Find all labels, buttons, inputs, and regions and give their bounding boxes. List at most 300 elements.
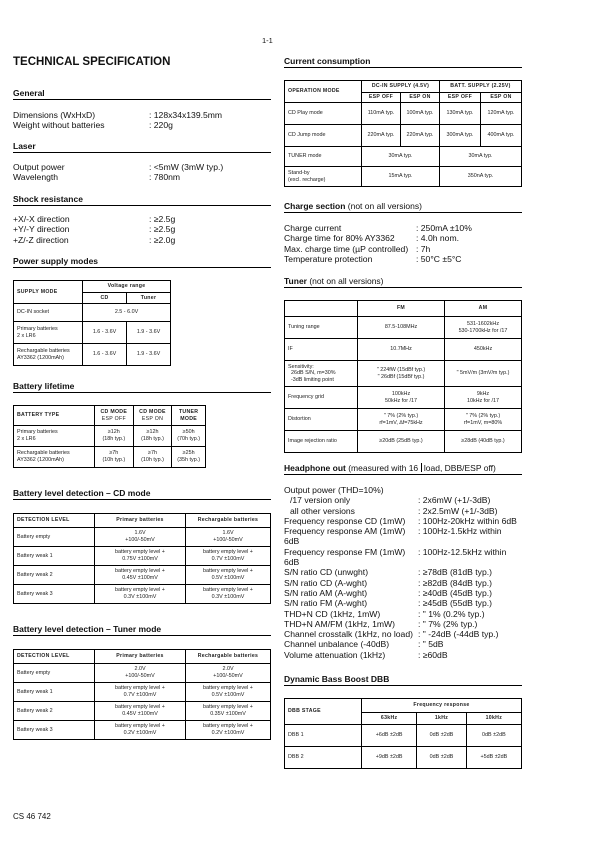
spec-value: : ≥40dB (45dB typ.) bbox=[418, 587, 492, 598]
col-header: FM bbox=[358, 301, 445, 317]
section-heading-lifetime: Battery lifetime bbox=[13, 381, 271, 393]
spec-row bbox=[284, 547, 584, 557]
row-label: Tuning range bbox=[285, 317, 358, 339]
cell-line: 0.2V ±100mV bbox=[123, 730, 157, 736]
table-cell: 30mA typ. bbox=[440, 147, 522, 167]
col-header: Rechargable batteries bbox=[186, 514, 271, 528]
col-header: BATT. SUPPLY (2.25V) bbox=[440, 81, 522, 93]
spec-key: Channel unbalance (-40dB) bbox=[284, 639, 390, 650]
spec-key: S/N ratio CD (unwght) bbox=[284, 567, 369, 578]
cell-line: ≥7h bbox=[109, 450, 119, 457]
table-cell: 0dB ±2dB bbox=[417, 725, 466, 747]
cell-line: rf=1mV, ∆f=75kHz bbox=[379, 419, 423, 426]
cd-level-table bbox=[13, 513, 271, 604]
spec-row bbox=[284, 629, 584, 639]
col-header: DBB STAGE bbox=[285, 699, 362, 725]
col-header: SUPPLY MODE bbox=[14, 281, 83, 304]
spec-key: THD+N AM/FM (1kHz, 1mW) bbox=[284, 618, 396, 629]
header-line: CD MODE bbox=[139, 408, 166, 415]
cell-line: battery empty level + bbox=[115, 723, 165, 730]
col-header: Voltage range bbox=[83, 281, 171, 293]
spec-value: : <5mW (3mW typ.) bbox=[149, 162, 224, 172]
col-header: Rechargable batteries bbox=[186, 650, 271, 664]
table-cell bbox=[95, 702, 186, 721]
row-label-line: (excl. recharge) bbox=[288, 176, 326, 183]
spec-row bbox=[284, 639, 584, 649]
table-cell bbox=[95, 721, 186, 740]
row-label: Distortion bbox=[285, 409, 358, 431]
spec-value: : 2x6mW (+1/-3dB) bbox=[418, 495, 491, 506]
cell-line: 2.0V bbox=[222, 666, 234, 673]
section-heading-current: Current consumption bbox=[284, 56, 522, 68]
col-header: OPERATION MODE bbox=[285, 81, 362, 103]
col-header: DETECTION LEVEL bbox=[14, 650, 95, 664]
cell-line: 0.5V ±100mV bbox=[211, 692, 245, 698]
table-cell bbox=[445, 409, 522, 431]
cell-line: 1.6V bbox=[222, 530, 234, 537]
header-line: ESP OFF bbox=[101, 415, 126, 422]
table-cell bbox=[95, 547, 186, 566]
table-cell: 100mA typ. bbox=[401, 103, 440, 125]
section-heading-laser: Laser bbox=[13, 141, 271, 153]
cell-line: battery empty level + bbox=[203, 587, 253, 594]
spec-value: : " -24dB (-44dB typ.) bbox=[418, 629, 499, 640]
col-header bbox=[95, 406, 134, 426]
cell-line: (18h typ.) bbox=[141, 436, 164, 442]
row-label: Battery weak 1 bbox=[14, 683, 95, 702]
row-label bbox=[285, 361, 358, 387]
spec-row bbox=[13, 110, 271, 120]
document-code: CS 46 742 bbox=[13, 812, 51, 821]
cell-line: 0.75V ±100mV bbox=[122, 556, 158, 562]
row-label bbox=[14, 322, 83, 344]
table-cell: +5dB ±2dB bbox=[466, 747, 521, 769]
cell-line: 0.7V ±100mV bbox=[211, 556, 245, 562]
spec-key: /17 version only bbox=[290, 495, 351, 506]
table-cell bbox=[186, 721, 271, 740]
table-cell bbox=[95, 683, 186, 702]
row-label bbox=[14, 447, 95, 468]
charge-spec-list bbox=[284, 223, 564, 264]
row-label: Battery empty bbox=[14, 664, 95, 683]
section-heading-cd-level: Battery level detection – CD mode bbox=[13, 488, 271, 500]
spec-row bbox=[284, 485, 584, 495]
table-cell: 220mA typ. bbox=[401, 125, 440, 147]
table-cell: 120mA typ. bbox=[480, 103, 521, 125]
cell-line: " 224fW (15dBf typ.) bbox=[376, 366, 426, 373]
spec-row bbox=[284, 495, 584, 505]
spec-key: +Y/-Y direction bbox=[13, 224, 70, 235]
col-header: Primary batteries bbox=[95, 650, 186, 664]
table-cell bbox=[358, 361, 445, 387]
spec-row bbox=[284, 233, 564, 243]
table-cell: ≥28dB (40dB typ.) bbox=[445, 431, 522, 453]
cell-line: battery empty level + bbox=[115, 685, 165, 692]
spec-key: Charge current bbox=[284, 223, 342, 233]
col-header bbox=[172, 406, 206, 426]
table-cell bbox=[186, 547, 271, 566]
spec-key: Max. charge time (µP controlled) bbox=[284, 243, 409, 254]
row-label: Frequency grid bbox=[285, 387, 358, 409]
spec-row bbox=[284, 598, 584, 608]
cell-line: rf=1mV, m=80% bbox=[463, 419, 503, 426]
row-label bbox=[285, 167, 362, 187]
spec-value: : 128x34x139.5mm bbox=[149, 110, 223, 120]
col-header bbox=[133, 406, 172, 426]
table-cell: 30mA typ. bbox=[362, 147, 440, 167]
cell-line: battery empty level + bbox=[203, 723, 253, 730]
row-label: Battery weak 3 bbox=[14, 721, 95, 740]
spec-key: Volume attenuation (1kHz) bbox=[284, 649, 386, 660]
col-header: 1kHz bbox=[417, 713, 466, 725]
table-cell: 1.6 - 3.6V bbox=[83, 344, 127, 366]
cell-line: (35h typ.) bbox=[177, 457, 201, 463]
row-label: DBB 2 bbox=[285, 747, 362, 769]
table-cell bbox=[95, 426, 134, 447]
table-cell: 0dB ±2dB bbox=[417, 747, 466, 769]
cell-line: 0.45V ±100mV bbox=[122, 575, 158, 581]
cell-line: battery empty level + bbox=[115, 704, 165, 711]
table-cell bbox=[95, 447, 134, 468]
spec-value: : " 7% (2% typ.) bbox=[418, 618, 478, 629]
table-cell bbox=[95, 585, 186, 604]
cell-line: 0.45V ±100mV bbox=[122, 711, 158, 717]
spec-value: : 7h bbox=[416, 243, 431, 254]
table-cell: 300mA typ. bbox=[440, 125, 481, 147]
cell-line: 9kHz bbox=[476, 390, 490, 397]
spec-row bbox=[284, 650, 584, 660]
row-label-line: Primary batteries bbox=[17, 325, 58, 332]
cell-line: battery empty level + bbox=[203, 685, 253, 692]
cell-line: battery empty level + bbox=[203, 568, 253, 575]
table-cell: 15mA typ. bbox=[362, 167, 440, 187]
spec-key: Wavelength bbox=[13, 172, 59, 183]
col-header: ESP ON bbox=[480, 93, 521, 103]
heading-text: Tuner bbox=[284, 276, 307, 286]
row-label: Image rejection ratio bbox=[285, 431, 358, 453]
row-label bbox=[14, 426, 95, 447]
col-header: Tuner bbox=[127, 293, 171, 304]
table-cell bbox=[172, 426, 206, 447]
cell-line: battery empty level + bbox=[115, 587, 165, 594]
table-cell bbox=[186, 683, 271, 702]
cell-line: 0.3V ±100mV bbox=[211, 594, 245, 600]
row-label-line: Rechargable batteries bbox=[17, 450, 70, 457]
col-header: DETECTION LEVEL bbox=[14, 514, 95, 528]
row-label-line: -3dB limiting point bbox=[291, 376, 334, 383]
table-cell: 1.9 - 3.6V bbox=[127, 322, 171, 344]
spec-value: : 220g bbox=[149, 120, 173, 131]
spec-row bbox=[13, 224, 271, 234]
spec-row bbox=[284, 567, 584, 577]
table-cell bbox=[95, 664, 186, 683]
cell-line: 0.35V ±100mV bbox=[210, 711, 246, 717]
row-label: Battery weak 2 bbox=[14, 702, 95, 721]
row-label-line: AY3362 (1200mAh) bbox=[17, 354, 64, 361]
cell-line: ≥12h bbox=[146, 429, 159, 436]
cell-line: battery empty level + bbox=[115, 549, 165, 556]
heading-note: (measured with 16 bbox=[345, 463, 421, 473]
col-header: CD bbox=[83, 293, 127, 304]
section-heading-general: General bbox=[13, 88, 271, 100]
row-label: Battery weak 1 bbox=[14, 547, 95, 566]
spec-key: THD+N CD (1kHz, 1mW) bbox=[284, 608, 381, 619]
cell-line: " 7% (2% typ.) bbox=[465, 412, 501, 419]
spec-row bbox=[284, 578, 584, 588]
spec-row-continuation bbox=[284, 536, 584, 546]
spec-row bbox=[13, 120, 271, 130]
section-heading-charge bbox=[284, 201, 522, 213]
spec-row bbox=[284, 506, 584, 516]
cell-line: battery empty level + bbox=[203, 549, 253, 556]
table-cell bbox=[133, 426, 172, 447]
table-cell: 220mA typ. bbox=[362, 125, 401, 147]
table-cell: 110mA typ. bbox=[362, 103, 401, 125]
col-header: Frequency response bbox=[362, 699, 522, 713]
spec-key: Channel crosstalk (1kHz, no load) bbox=[284, 629, 413, 640]
tuner-level-table bbox=[13, 649, 271, 740]
spec-value: : ≥82dB (84dB typ.) bbox=[418, 577, 492, 588]
col-header: ESP OFF bbox=[440, 93, 481, 103]
table-cell: " 5mV/m (3mV/m typ.) bbox=[445, 361, 522, 387]
tuner-table bbox=[284, 300, 522, 453]
headphone-spec-list bbox=[284, 485, 584, 660]
cell-line: " 7% (2% typ.) bbox=[383, 412, 419, 419]
spec-key: Frequency response FM (1mW) bbox=[284, 546, 406, 557]
spec-value: : 4.0h nom. bbox=[416, 233, 459, 244]
spec-value: : 50°C ±5°C bbox=[416, 253, 462, 264]
spec-key: +Z/-Z direction bbox=[13, 234, 69, 245]
cell-line: (18h typ.) bbox=[102, 436, 126, 442]
spec-value: : ≥2.5g bbox=[149, 214, 176, 224]
spec-row bbox=[284, 223, 564, 233]
table-cell bbox=[186, 664, 271, 683]
row-label-line: Sensitivity: bbox=[288, 363, 314, 370]
spec-row bbox=[284, 516, 584, 526]
row-label-line: 26dB S/N, m=30% bbox=[291, 370, 336, 377]
general-spec-list bbox=[13, 110, 271, 131]
spec-value: : 780nm bbox=[149, 172, 181, 183]
row-label: Battery empty bbox=[14, 528, 95, 547]
battery-lifetime-table bbox=[13, 405, 206, 468]
spec-value: : ≥45dB (55dB typ.) bbox=[418, 598, 492, 609]
cell-line: 531-1602kHz bbox=[466, 320, 500, 327]
cell-line: 0.5V ±100mV bbox=[211, 575, 245, 581]
table-cell bbox=[95, 528, 186, 547]
spec-key: Weight without batteries bbox=[13, 120, 105, 131]
cell-line: 1.6V bbox=[134, 530, 146, 537]
section-heading-headphone bbox=[284, 463, 522, 475]
cell-line: 2.0V bbox=[134, 666, 146, 673]
spec-key: all other versions bbox=[290, 505, 355, 516]
spec-value: : ≥60dB bbox=[418, 649, 448, 660]
section-heading-dbb: Dynamic Bass Boost DBB bbox=[284, 674, 522, 686]
col-header: AM bbox=[445, 301, 522, 317]
row-label-line: Rechargable batteries bbox=[17, 347, 70, 354]
spec-value-continuation: 6dB bbox=[284, 536, 300, 547]
spec-key: Output power (THD=10%) bbox=[284, 485, 384, 495]
cell-line: (10h typ.) bbox=[141, 457, 164, 463]
table-cell bbox=[133, 447, 172, 468]
row-label: Battery weak 2 bbox=[14, 566, 95, 585]
col-header: DC-IN SUPPLY (4.5V) bbox=[362, 81, 440, 93]
laser-spec-list bbox=[13, 162, 271, 183]
spec-value: : 100Hz-20kHz within 6dB bbox=[418, 515, 517, 526]
section-heading-power-supply: Power supply modes bbox=[13, 256, 271, 268]
table-cell: 400mA typ. bbox=[480, 125, 521, 147]
table-cell bbox=[172, 447, 206, 468]
spec-row bbox=[284, 619, 584, 629]
spec-key: Frequency response CD (1mW) bbox=[284, 515, 406, 526]
header-line: TUNER bbox=[178, 408, 199, 415]
row-label-line: 2 x LR6 bbox=[17, 332, 36, 339]
spec-key: Frequency response AM (1mW) bbox=[284, 526, 406, 537]
table-cell bbox=[186, 585, 271, 604]
spec-row bbox=[284, 526, 584, 536]
table-cell bbox=[95, 566, 186, 585]
table-cell: 450kHz bbox=[445, 339, 522, 361]
row-label-line: 2 x LR6 bbox=[17, 436, 36, 442]
cell-line: ≥50h bbox=[182, 429, 195, 436]
spec-row bbox=[13, 214, 271, 224]
spec-row bbox=[13, 162, 271, 172]
table-cell: +6dB ±2dB bbox=[362, 725, 417, 747]
table-cell: 350nA typ. bbox=[440, 167, 522, 187]
table-cell: ≥20dB (25dB typ.) bbox=[358, 431, 445, 453]
current-consumption-table bbox=[284, 80, 522, 187]
cell-line: 50kHz for /17 bbox=[384, 397, 418, 404]
row-label: CD Play mode bbox=[285, 103, 362, 125]
row-label: DC-IN socket bbox=[14, 304, 83, 322]
cell-line: 0.3V ±100mV bbox=[123, 594, 157, 600]
header-line: ESP ON bbox=[141, 415, 164, 422]
table-cell bbox=[445, 387, 522, 409]
cell-line: +100/-50mV bbox=[125, 673, 155, 679]
spec-key: Dimensions (WxHxD) bbox=[13, 110, 96, 120]
page-number: 1-1 bbox=[262, 36, 273, 45]
table-cell: 0dB ±2dB bbox=[466, 725, 521, 747]
col-header: 10kHz bbox=[466, 713, 521, 725]
table-cell: 1.9 - 3.6V bbox=[127, 344, 171, 366]
row-label: CD Jump mode bbox=[285, 125, 362, 147]
spec-value-continuation: 6dB bbox=[284, 557, 300, 568]
row-label-line: AY3362 (1200mAh) bbox=[17, 457, 64, 463]
spec-value: : 100Hz-1.5kHz within bbox=[418, 526, 502, 537]
cell-line: ≥25h bbox=[182, 450, 195, 457]
heading-text: Headphone out bbox=[284, 463, 346, 473]
cell-line: (10h typ.) bbox=[102, 457, 126, 463]
spec-key: Output power bbox=[13, 162, 65, 172]
spec-key: S/N ratio FM (A-wght) bbox=[284, 598, 368, 609]
spec-value: : " 5dB bbox=[418, 639, 444, 650]
cell-line: 100kHz bbox=[391, 390, 411, 397]
col-header: Primary batteries bbox=[95, 514, 186, 528]
spec-row bbox=[13, 172, 271, 182]
spec-row bbox=[284, 244, 564, 254]
col-header: 63kHz bbox=[362, 713, 417, 725]
table-cell: 2.5 - 6.0V bbox=[83, 304, 171, 322]
table-cell bbox=[186, 566, 271, 585]
cell-line: 530-1700kHz for /17 bbox=[458, 327, 508, 334]
table-cell: 1.6 - 3.6V bbox=[83, 322, 127, 344]
row-label: DBB 1 bbox=[285, 725, 362, 747]
shock-spec-list bbox=[13, 214, 271, 245]
spec-value: : 100Hz-12.5kHz within bbox=[418, 546, 507, 557]
row-label: IF bbox=[285, 339, 358, 361]
row-label-line: Primary batteries bbox=[17, 429, 58, 436]
header-line: MODE bbox=[180, 415, 198, 422]
table-cell: +9dB ±2dB bbox=[362, 747, 417, 769]
col-header: BATTERY TYPE bbox=[14, 406, 95, 426]
section-heading-tuner bbox=[284, 276, 522, 288]
table-cell bbox=[358, 387, 445, 409]
spec-row bbox=[284, 254, 564, 264]
cell-line: ≥12h bbox=[107, 429, 120, 436]
col-header: ESP OFF bbox=[362, 93, 401, 103]
cell-line: (70h typ.) bbox=[177, 436, 201, 442]
cell-line: " 26dBf (15dBf typ.) bbox=[377, 373, 425, 380]
row-label-line: Stand-by bbox=[288, 169, 310, 176]
row-label: TUNER mode bbox=[285, 147, 362, 167]
row-label bbox=[14, 344, 83, 366]
spec-key: +X/-X direction bbox=[13, 214, 70, 224]
spec-key: S/N ratio CD (A-wght) bbox=[284, 577, 368, 588]
heading-note: (not on all versions) bbox=[306, 276, 384, 286]
row-label: Battery weak 3 bbox=[14, 585, 95, 604]
heading-note: (not on all versions) bbox=[345, 201, 422, 211]
table-cell: 130mA typ. bbox=[440, 103, 481, 125]
spec-row bbox=[13, 235, 271, 245]
table-cell bbox=[186, 702, 271, 721]
dbb-table bbox=[284, 698, 522, 769]
spec-row bbox=[284, 588, 584, 598]
cell-line: 0.2V ±100mV bbox=[211, 730, 245, 736]
cell-line: 0.7V ±100mV bbox=[123, 692, 157, 698]
spec-value: : 250mA ±10% bbox=[416, 223, 472, 233]
cell-line: +100/-50mV bbox=[213, 537, 243, 543]
section-heading-shock: Shock resistance bbox=[13, 194, 271, 206]
spec-key: Charge time for 80% AY3362 bbox=[284, 233, 395, 244]
header-line: CD MODE bbox=[100, 408, 128, 415]
spec-value: : ≥2.0g bbox=[149, 234, 176, 245]
cell-line: +100/-50mV bbox=[213, 673, 243, 679]
spec-row bbox=[284, 609, 584, 619]
col-header bbox=[285, 301, 358, 317]
spec-value: : " 1% (0.2% typ.) bbox=[418, 608, 485, 619]
cell-line: battery empty level + bbox=[115, 568, 165, 575]
spec-value: : ≥78dB (81dB typ.) bbox=[418, 567, 492, 578]
table-cell bbox=[445, 317, 522, 339]
spec-value: : 2x2.5mW (+1/-3dB) bbox=[418, 505, 498, 516]
table-cell bbox=[358, 409, 445, 431]
table-cell bbox=[186, 528, 271, 547]
power-supply-table bbox=[13, 280, 171, 366]
spec-row-continuation bbox=[284, 557, 584, 567]
heading-text: Charge section bbox=[284, 201, 346, 211]
col-header: ESP ON bbox=[401, 93, 440, 103]
cell-line: 10kHz for /17 bbox=[466, 397, 500, 404]
spec-value: : ≥2.5g bbox=[149, 224, 176, 235]
page-title: TECHNICAL SPECIFICATION bbox=[13, 56, 171, 68]
cell-line: +100/-50mV bbox=[125, 537, 155, 543]
heading-note: load, DBB/ESP off) bbox=[421, 463, 496, 473]
section-heading-tuner-level: Battery level detection – Tuner mode bbox=[13, 624, 271, 636]
cell-line: ≥7h bbox=[148, 450, 157, 457]
table-cell: 87.5-108MHz bbox=[358, 317, 445, 339]
spec-key: Temperature protection bbox=[284, 253, 373, 264]
table-cell: 10.7MHz bbox=[358, 339, 445, 361]
cell-line: battery empty level + bbox=[203, 704, 253, 711]
